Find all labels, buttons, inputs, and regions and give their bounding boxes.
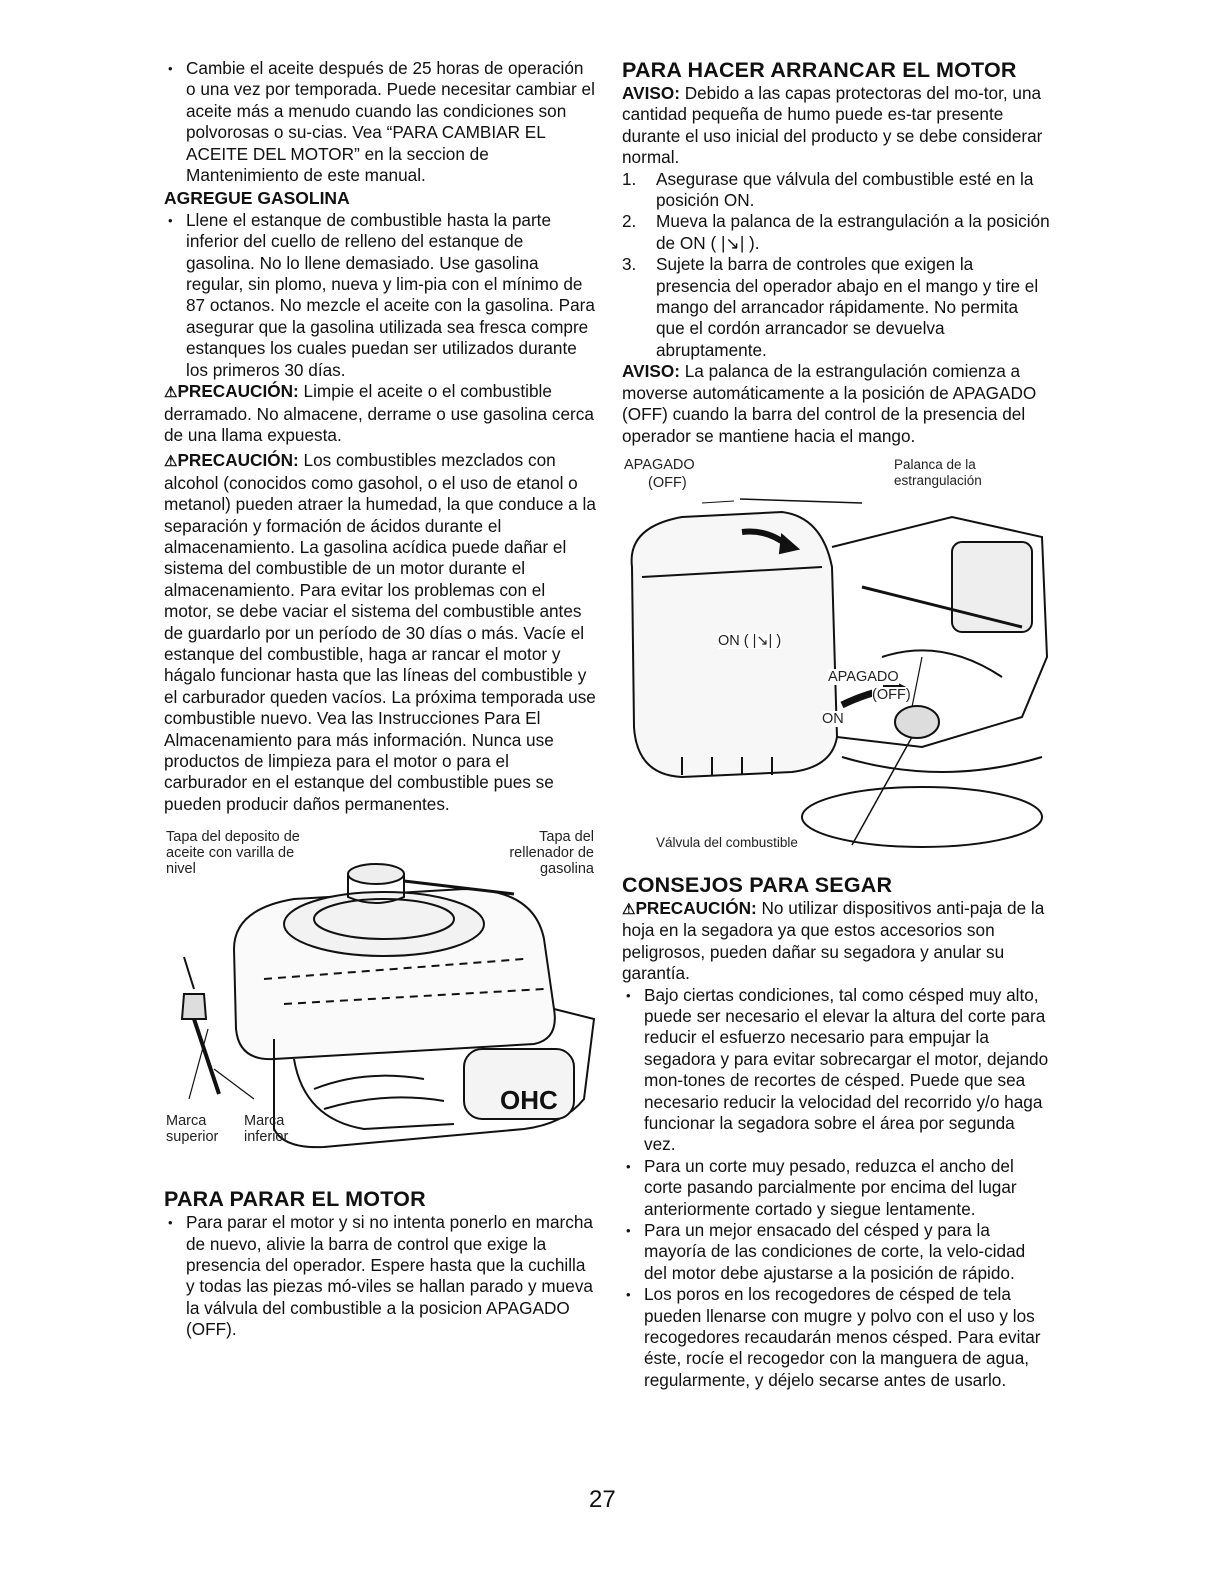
step-number: 1. xyxy=(622,168,637,189)
mowing-tip: • Para un corte muy pesado, reduzca el ancho del corte pasando parcialmente por encima del lugar anteriormente cortado y siegue lentamente. xyxy=(622,1156,1050,1220)
step-text: Sujete la barra de controles que exigen la presencia del operador abajo en el mango y tire el mango del arrancador rápidamente. No permita que el cordón arrancador se devuelva abruptamente. xyxy=(656,254,1039,360)
add-gas-bullet: • Llene el estanque de combustible hasta la parte inferior del cuello de relleno del estanque de gasolina. No lo llene demasiado. Use gasolina regular, sin plomo, nueva y lim-pia con el mínimo de 87 octanos. No mezcle el aceite con la gasolina. Para asegurar que la gasolina utilizada sea fresca compre estanques los cuales puedan ser utilizados durante los primeros 30 días. xyxy=(164,210,596,381)
caution-label: PRECAUCIÓN: xyxy=(177,450,299,471)
oil-change-bullet: • Cambie el aceite después de 25 horas de operación o una vez por temporada. Puede necesitar cambiar el aceite más a menudo cuando las condiciones son polvorosas o su-cias. Vea “PARA CAMBIAR EL ACEITE DEL MOTOR” en la seccion de Mantenimiento de este manual. xyxy=(164,58,596,186)
fuel-valve-label: Válvula del combustible xyxy=(656,834,798,850)
add-gas-heading: AGREGUE GASOLINA xyxy=(164,188,350,209)
mowing-tips-heading: CONSEJOS PARA SEGAR xyxy=(622,872,893,897)
right-column xyxy=(622,58,1050,1391)
apagado-mid-label: APAGADO xyxy=(828,668,899,685)
fuel-cap-label: Tapa del rellenador de gasolina xyxy=(509,829,594,878)
caution-spill xyxy=(164,381,596,446)
notice-label: AVISO: xyxy=(622,361,680,382)
caution-text: Limpie el aceite o el combustible derramado. No almacene, derrame o use gasolina cerca de una llama expuesta. xyxy=(164,381,594,445)
caution-anti-scalp xyxy=(622,898,1050,985)
caution-alcohol xyxy=(164,450,596,815)
choke-illustration xyxy=(622,457,1050,867)
start-step xyxy=(622,254,1050,361)
start-step xyxy=(622,211,1050,254)
mowing-tip: • Bajo ciertas condiciones, tal como césped muy alto, puede ser necesario el elevar la altura del corte para reducir el esfuerzo necesario para empujar la segadora y para evitar sobrecargar el motor, dejando mon-tones de recortes de césped. Puede que sea necesario reducir la velocidad del recorrido y/o haga funcionar la segadora sobre el área por segunda vez. xyxy=(622,985,1050,1156)
start-step xyxy=(622,169,1050,212)
on-mid-label: ON xyxy=(822,710,844,727)
choke-figure xyxy=(622,457,1050,867)
oil-cap-label: Tapa del deposito de aceite con varilla de nivel xyxy=(166,829,300,878)
step-text: Asegurase que válvula del combustible esté en la posición ON. xyxy=(656,168,1034,211)
start-engine-heading: PARA HACER ARRANCAR EL MOTOR xyxy=(622,58,1017,82)
step-number: 3. xyxy=(622,254,637,275)
stop-engine-heading: PARA PARAR EL MOTOR xyxy=(164,1187,426,1212)
step-text: Mueva la palanca de la estrangulación a la posición de ON ( |↘| ). xyxy=(656,211,1050,253)
notice-text: La palanca de la estrangulación comienza a moverse automáticamente a la posición de APAGADO (OFF) cuando la barra del control de la presencia del operador se mantiene hacia el mango. xyxy=(622,361,1037,446)
left-column xyxy=(164,58,596,1341)
engine-figure xyxy=(164,829,596,1169)
mowing-tip: • Los poros en los recogedores de césped de tela pueden llenarse con mugre y polvo con el uso y los recogedores recaudarán menos césped. Para evitar éste, rocíe el recogedor con la manguera de agua, regularmente, y déjelo secarse antes de usarlo. xyxy=(622,1284,1050,1391)
caution-label: PRECAUCIÓN: xyxy=(177,381,299,402)
warning-icon: ⚠ xyxy=(622,900,636,918)
warning-icon: ⚠ xyxy=(164,384,178,402)
lower-mark-label: Marca inferior xyxy=(244,1113,289,1146)
caution-label: PRECAUCIÓN: xyxy=(635,897,757,918)
notice-label: AVISO: xyxy=(622,83,680,103)
stop-engine-bullet: • Para parar el motor y si no intenta ponerlo en marcha de nuevo, alivie la barra de control que exige la presencia del operador. Espere hasta que la cuchilla y todas las piezas mó-viles se hallan parado y mueva la válvula del combustible a la posicion APAGADO (OFF). xyxy=(164,1212,596,1340)
choke-lever-label: Palanca de la estrangulación xyxy=(894,456,982,488)
engine-badge: OHC xyxy=(500,1085,558,1116)
notice-text: Debido a las capas protectoras del mo-tor, una cantidad pequeña de humo puede es-tar presente durante el uso inicial del producto y se debe considerar normal. xyxy=(622,83,1043,168)
warning-icon: ⚠ xyxy=(164,453,178,471)
on-choke-label: ON ( |↘| ) xyxy=(718,632,782,649)
off-top-label: (OFF) xyxy=(648,474,687,491)
caution-text: No utilizar dispositivos anti-paja de la hoja en la segadora ya que estos accesorios son peligrosos, pueden dañar su segadora y anular su garantía. xyxy=(622,897,1045,984)
apagado-top-label: APAGADO xyxy=(624,456,695,473)
notice-choke xyxy=(622,361,1050,447)
off-mid-label: (OFF) xyxy=(872,686,911,703)
notice-smoke xyxy=(622,83,1050,169)
page-number: 27 xyxy=(589,1486,616,1513)
caution-text: Los combustibles mezclados con alcohol (conocidos como gasohol, o el uso de etanol o metanol) pueden atraer la humedad, la que conduce a la separación y formación de ácidos durante el almacenamiento. La gasolina acídica puede dañar el sistema del combustible de un motor durante el almacenamiento. Para evitar los problemas con el motor, se debe vaciar el sistema del combustible antes de guardarlo por un período de 30 días o más. Vacíe el estanque del combustible, haga ar rancar el motor y hágalo funcionar hasta que las líneas del combustible y el carburador queden vacíos. La próxima temporada use combustible nuevo. Vea las Instrucciones Para El Almacenamiento para más información. Nunca use productos de limpieza para el motor o para el carburador en el estanque del combustible pues se pueden producir daños permanentes. xyxy=(164,450,596,814)
mowing-tip: • Para un mejor ensacado del césped y para la mayoría de las condiciones de corte, la velo-cidad del motor debe ajustarse a la posición de rápido. xyxy=(622,1220,1050,1284)
upper-mark-label: Marca superior xyxy=(166,1113,219,1146)
step-number: 2. xyxy=(622,211,637,232)
